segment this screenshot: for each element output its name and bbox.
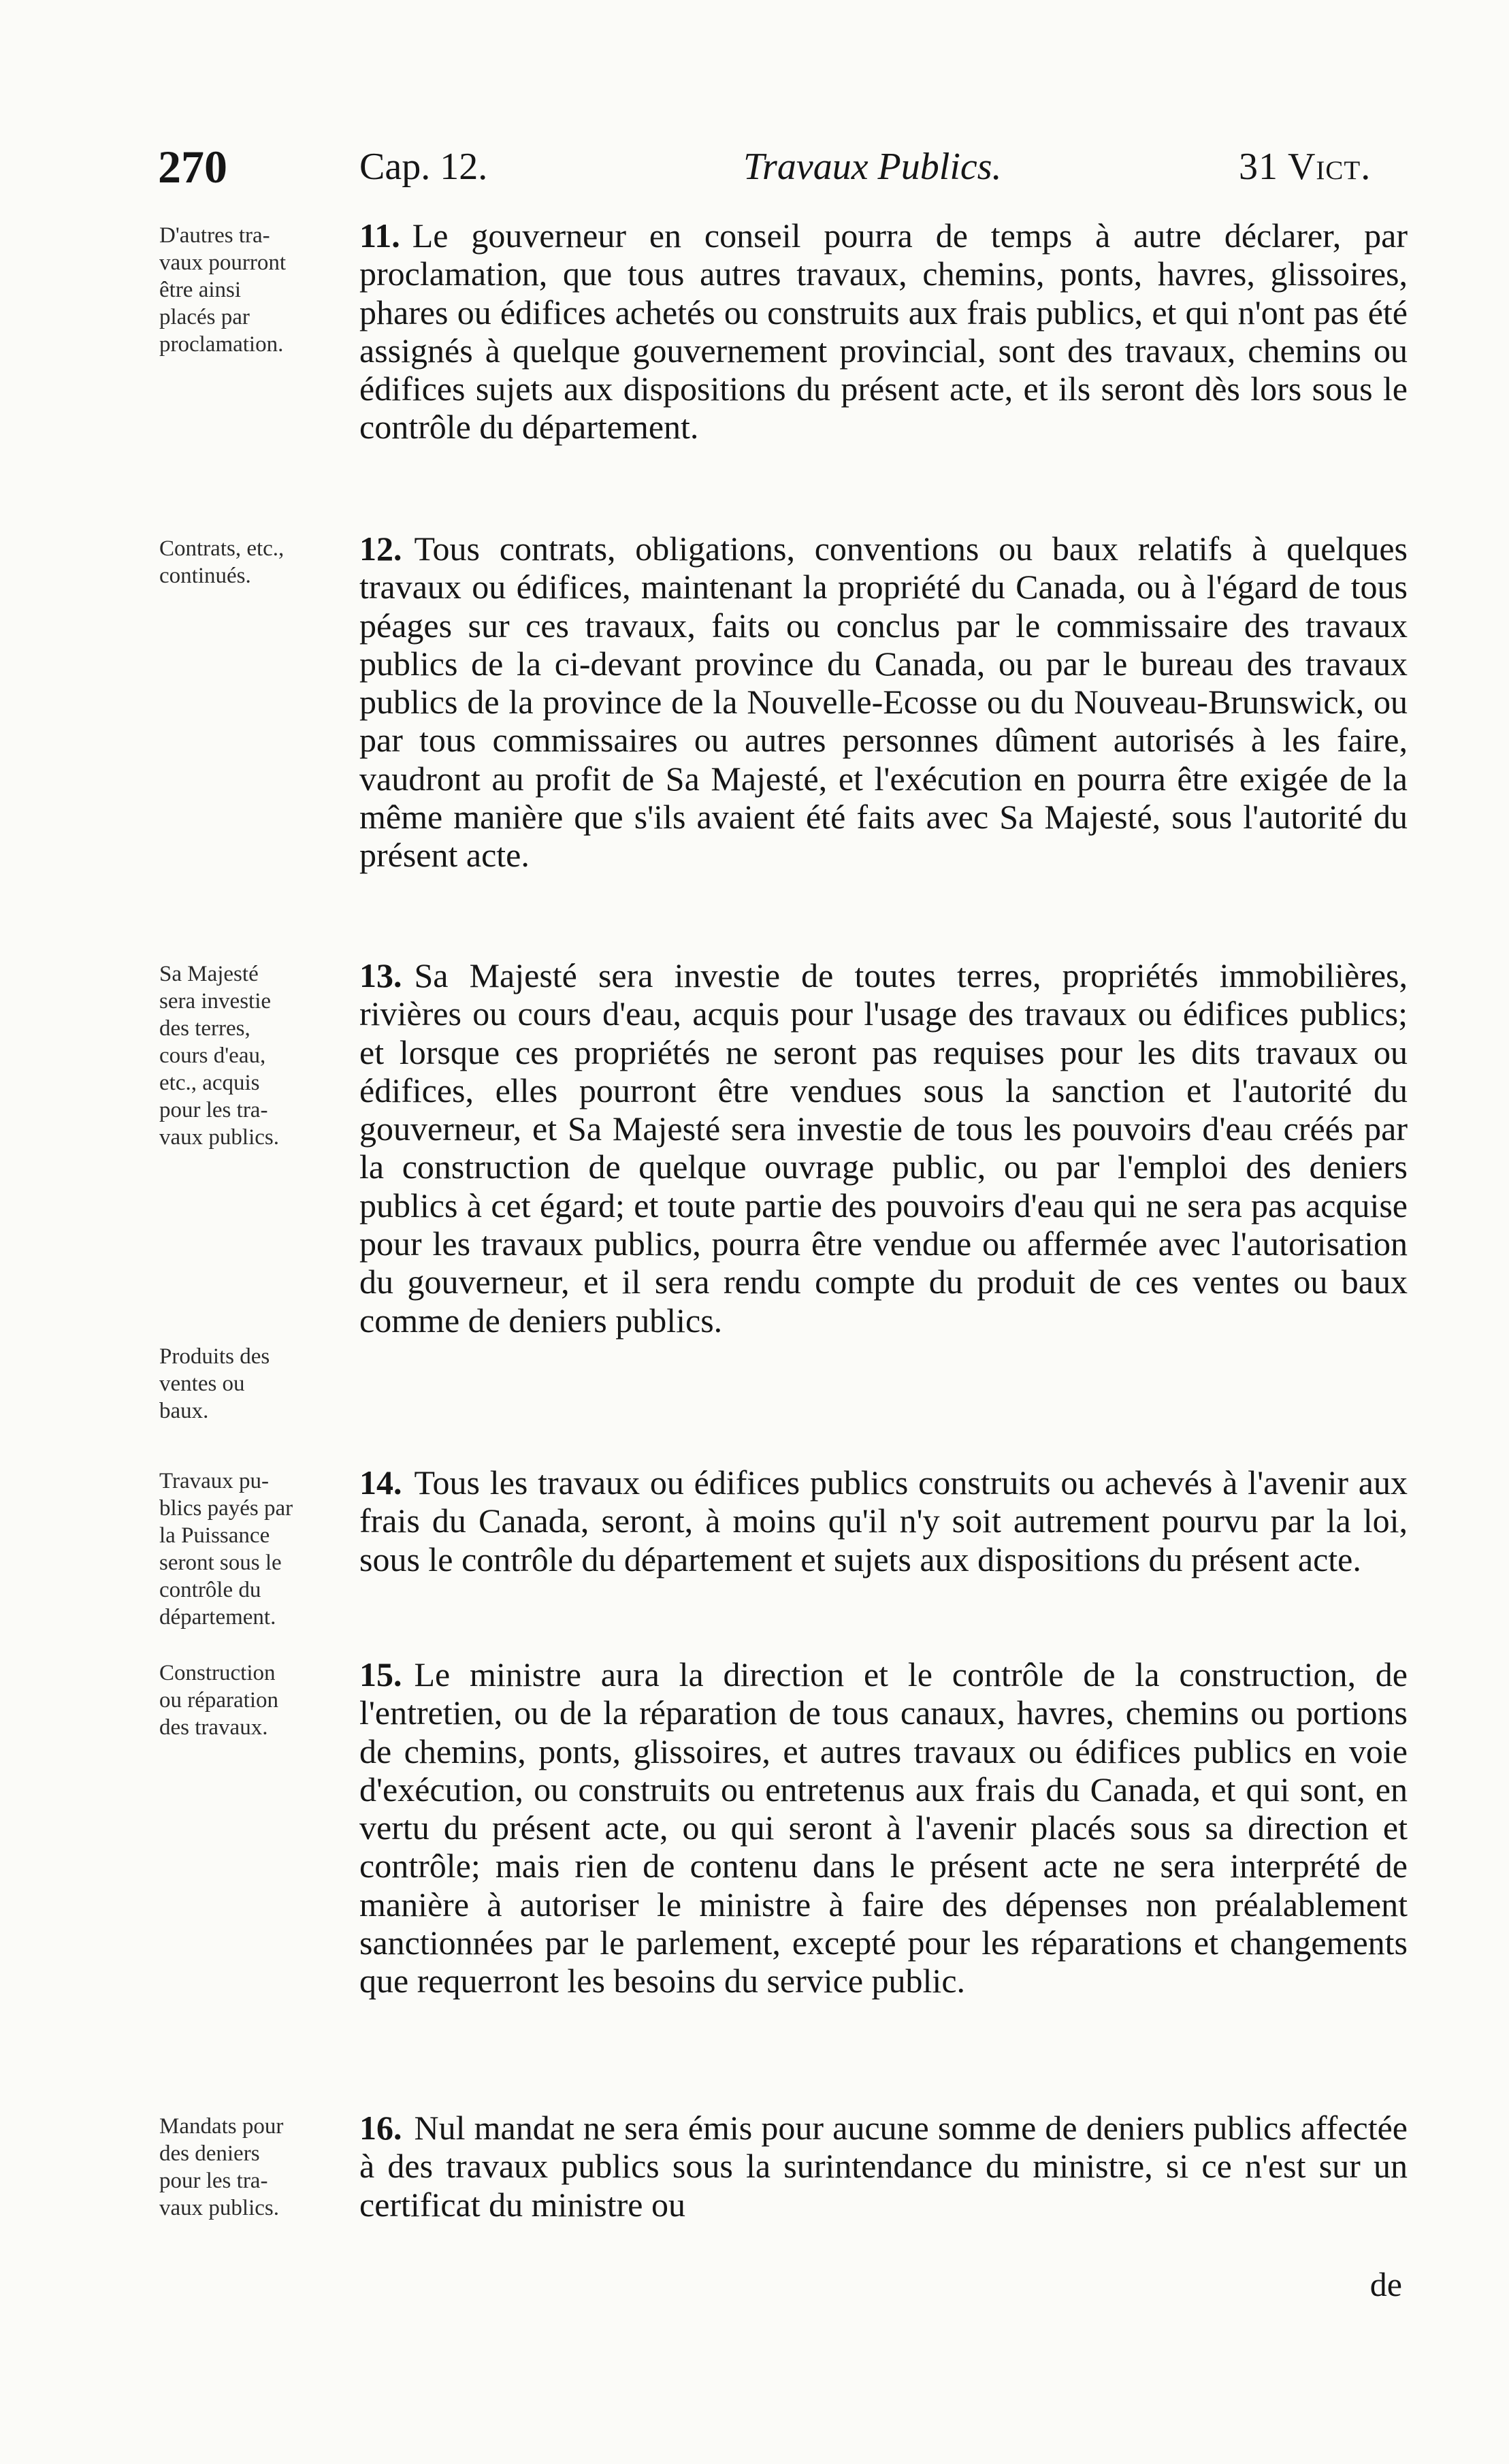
- continuation-word: de: [1369, 2265, 1402, 2303]
- margin-note: Mandats pour des deniers pour les tra- vaux publics.: [159, 2114, 284, 2220]
- section-paragraph: [359, 1463, 1408, 1578]
- section-number: 13.: [359, 956, 402, 994]
- margin-note: Travaux pu- blics payés par la Puissance seront sous le contrôle du département.: [159, 1469, 293, 1630]
- running-header: [0, 140, 1509, 194]
- page-number: 270: [158, 141, 227, 193]
- section-number: 15.: [359, 1655, 402, 1693]
- margin-note: D'autres tra- vaux pourront être ainsi placés par proclamation.: [159, 223, 287, 357]
- section-text: Le gouverneur en conseil pourra de temps à autre déclarer, par proclamation, que tous autres travaux, chemins, ponts, havres, glissoires, phares ou édifices achetés ou construits aux frais publics, et qui n'ont pas été assignés à quelque gouvernement provincial, sont des travaux, chemins ou édifices sujets aux dispositions du présent acte, et ils seront dès lors sous le contrôle du département.: [359, 216, 1408, 447]
- section-paragraph: [359, 1655, 1408, 2000]
- margin-note-2: Produits des ventes ou baux.: [159, 1344, 270, 1423]
- section-number: 16.: [359, 2109, 402, 2147]
- section-text: Nul mandat ne sera émis pour aucune somme de deniers publics affectée à des travaux publics sous la surintendance du ministre, si ce n'est sur un certificat du ministre ou: [359, 2109, 1408, 2224]
- section-paragraph: [359, 530, 1408, 875]
- margin-note: Contrats, etc., continués.: [159, 536, 285, 588]
- section-text: Tous les travaux ou édifices publics construits ou achevés à l'avenir aux frais du Canada, seront, à moins qu'il n'y soit autrement pourvu par la loi, sous le contrôle du département et sujets aux dispositions du présent acte.: [359, 1463, 1408, 1578]
- section-text: Le ministre aura la direction et le contrôle de la construction, de l'entretien, ou de la réparation de tous canaux, havres, chemins ou portions de chemins, ponts, glissoires, et autres travaux ou édifices publics en voie d'exécution, ou construits ou entretenus aux frais du Canada, et qui sont, en vertu du présent acte, ou qui seront à l'avenir placés sous sa direction et contrôle; mais rien de contenu dans le présent acte ne sera interprété de manière à autoriser le ministre à faire des dépenses non préalablement sanctionnées par le parlement, excepté pour les réparations et changements que requerront les besoins du service public.: [359, 1655, 1408, 2000]
- section-paragraph: [359, 2109, 1408, 2224]
- section-number: 14.: [359, 1463, 402, 1502]
- section-text: Sa Majesté sera investie de toutes terres, propriétés immobilières, rivières ou cours d'eau, acquis pour l'usage des travaux ou édifices publics; et lorsque ces propriétés ne seront pas requises pour les dits travaux ou édifices, elles pourront être vendues sous la sanction et l'autorité du gouverneur, et Sa Majesté sera investie de tous les pouvoirs d'eau créés par la construction de quelque ouvrage public, ou par l'emploi des deniers publics à cet égard; et toute partie des pouvoirs d'eau qui ne sera pas acquise pour les travaux publics, pourra être vendue ou affermée avec l'autorisation du gouverneur, et il sera rendu compte du produit de ces ventes ou baux comme de deniers publics.: [359, 956, 1408, 1340]
- running-title: Travaux Publics.: [743, 146, 1002, 188]
- section-paragraph: [359, 956, 1408, 1340]
- margin-note: Sa Majesté sera investie des terres, cours d'eau, etc., acquis pour les tra- vaux publics.: [159, 962, 279, 1150]
- section-number: 11.: [359, 216, 400, 255]
- margin-note: Construction ou réparation des travaux.: [159, 1661, 279, 1740]
- chapter-label: Cap. 12.: [359, 146, 488, 188]
- section-number: 12.: [359, 530, 402, 568]
- regnal-year: 31 Vict.: [1239, 146, 1372, 188]
- section-text: Tous contrats, obligations, conventions ou baux relatifs à quelques travaux ou édifices, maintenant la propriété du Canada, ou à l'égard de tous péages sur ces travaux, faits ou conclus par le commissaire des travaux publics de la ci-devant province du Canada, ou par le bureau des travaux publics de la province de la Nouvelle-Ecosse ou du Nouveau-Brunswick, ou par tous commissaires ou autres personnes dûment autorisés à les faire, vaudront au profit de Sa Majesté, et l'exécution en pourra être exigée de la même manière que s'ils avaient été faits avec Sa Majesté, sous l'autorité du présent acte.: [359, 530, 1408, 875]
- section-paragraph: [359, 216, 1408, 447]
